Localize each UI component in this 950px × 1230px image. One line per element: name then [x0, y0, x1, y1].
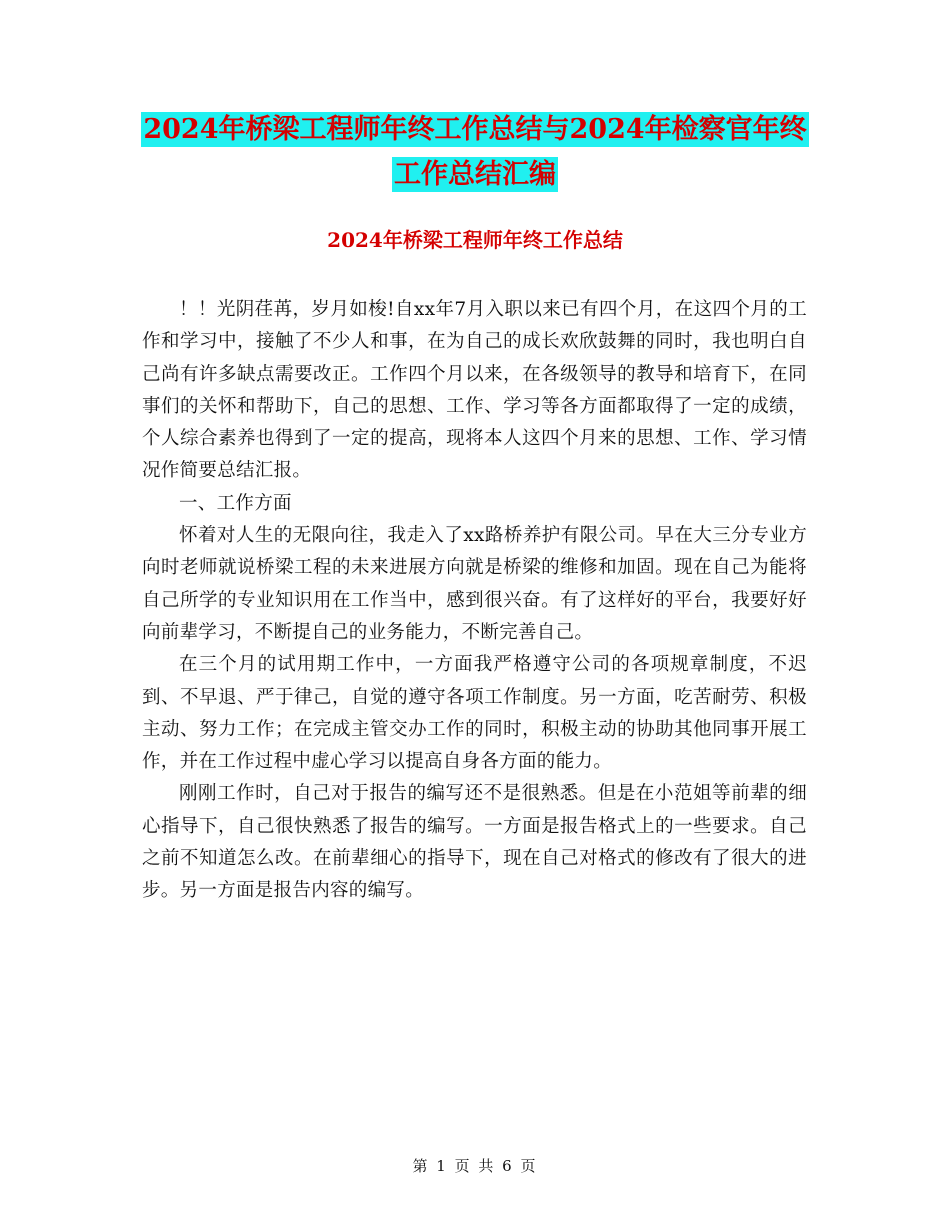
- paragraph-reports: 刚刚工作时，自己对于报告的编写还不是很熟悉。但是在小范姐等前辈的细心指导下，自己很快熟悉了报告的编写。一方面是报告格式上的一些要求。自己之前不知道怎么改。在前辈细心的指导下，现在自己对格式的修改有了很大的进步。另一方面是报告内容的编写。: [142, 783, 807, 902]
- main-title: [0, 112, 950, 202]
- paragraph-probation: 在三个月的试用期工作中，一方面我严格遵守公司的各项规章制度，不迟到、不早退、严于律己，自觉的遵守各项工作制度。另一方面，吃苦耐劳、积极主动、努力工作；在完成主管交办工作的同时，积极主动的协助其他同事开展工作，并在工作过程中虚心学习以提高自身各方面的能力。: [142, 654, 807, 773]
- section-heading-work: 一、工作方面: [179, 492, 292, 514]
- main-title-line-1: 2024年桥梁工程师年终工作总结与2024年检察官年终: [143, 114, 807, 145]
- page-footer: 第 1 页 共 6 页: [412, 1157, 538, 1175]
- section-subtitle: 2024年桥梁工程师年终工作总结: [327, 228, 623, 252]
- main-title-line-2: 工作总结汇编: [394, 159, 556, 190]
- paragraph-company: 怀着对人生的无限向往，我走入了xx路桥养护有限公司。早在大三分专业方向时老师就说桥梁工程的未来进展方向就是桥梁的维修和加固。现在自己为能将自己所学的专业知识用在工作当中，感到很兴奋。有了这样好的平台，我要好好向前辈学习，不断提自己的业务能力，不断完善自己。: [142, 525, 807, 643]
- paragraph-intro: ！！光阴荏苒，岁月如梭!自xx年7月入职以来已有四个月，在这四个月的工作和学习中，接触了不少人和事，在为自己的成长欢欣鼓舞的同时，我也明白自己尚有许多缺点需要改正。工作四个月以来，在各级领导的教导和培育下，在同事们的关怀和帮助下，自己的思想、工作、学习等各方面都取得了一定的成绩，个人综合素养也得到了一定的提高，现将本人这四个月来的思想、工作、学习情况作简要总结汇报。: [142, 299, 807, 482]
- document-body: [142, 294, 807, 908]
